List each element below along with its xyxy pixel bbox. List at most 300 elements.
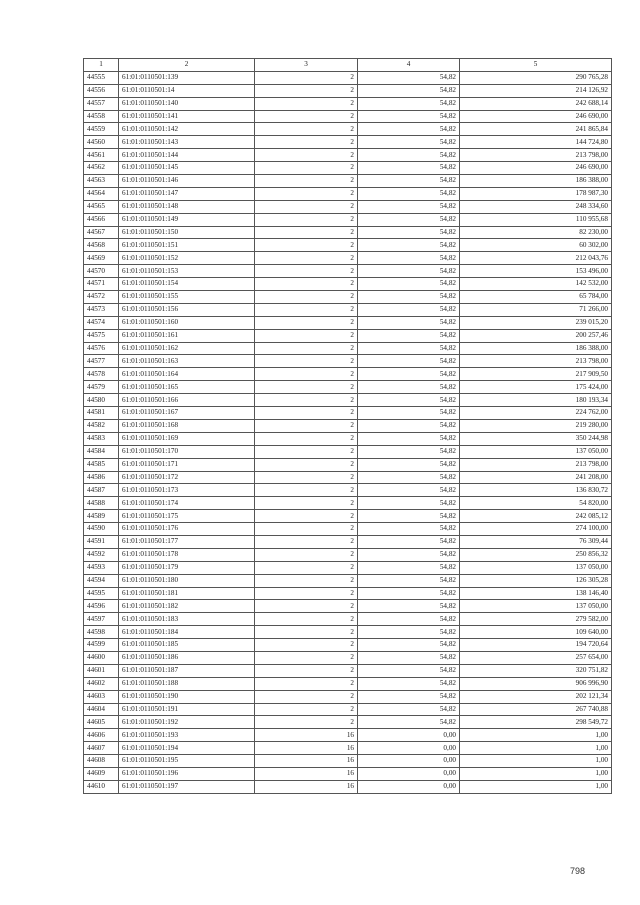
row-number-cell: 44595 (84, 587, 119, 600)
area-cell: 54,82 (358, 535, 460, 548)
code-cell: 2 (255, 239, 358, 252)
area-cell: 0,00 (358, 742, 460, 755)
row-number-cell: 44580 (84, 394, 119, 407)
value-cell: 1,00 (460, 780, 612, 793)
value-cell: 1,00 (460, 742, 612, 755)
code-cell: 2 (255, 252, 358, 265)
value-cell: 1,00 (460, 729, 612, 742)
table-row (84, 574, 612, 587)
table-row (84, 600, 612, 613)
value-cell: 248 334,60 (460, 200, 612, 213)
area-cell: 54,82 (358, 600, 460, 613)
code-cell: 16 (255, 742, 358, 755)
code-cell: 2 (255, 355, 358, 368)
code-cell: 2 (255, 200, 358, 213)
header-row (84, 59, 612, 72)
cadastral-number-cell: 61:01:0110501:140 (119, 97, 255, 110)
value-cell: 219 280,00 (460, 419, 612, 432)
cadastral-number-cell: 61:01:0110501:181 (119, 587, 255, 600)
code-cell: 2 (255, 329, 358, 342)
cadastral-number-cell: 61:01:0110501:144 (119, 149, 255, 162)
value-cell: 290 765,28 (460, 71, 612, 84)
row-number-cell: 44566 (84, 213, 119, 226)
cadastral-number-cell: 61:01:0110501:176 (119, 523, 255, 536)
value-cell: 1,00 (460, 755, 612, 768)
code-cell: 2 (255, 71, 358, 84)
table-row (84, 613, 612, 626)
table-row (84, 755, 612, 768)
row-number-cell: 44593 (84, 561, 119, 574)
value-cell: 350 244,98 (460, 432, 612, 445)
table-row (84, 445, 612, 458)
cadastral-number-cell: 61:01:0110501:190 (119, 690, 255, 703)
area-cell: 54,82 (358, 432, 460, 445)
column-header-2: 2 (119, 59, 255, 72)
cadastral-number-cell: 61:01:0110501:145 (119, 162, 255, 175)
code-cell: 2 (255, 510, 358, 523)
table-row (84, 703, 612, 716)
row-number-cell: 44592 (84, 548, 119, 561)
table-row (84, 742, 612, 755)
value-cell: 279 582,00 (460, 613, 612, 626)
area-cell: 54,82 (358, 690, 460, 703)
area-cell: 54,82 (358, 226, 460, 239)
table-row (84, 162, 612, 175)
row-number-cell: 44610 (84, 780, 119, 793)
cadastral-number-cell: 61:01:0110501:162 (119, 342, 255, 355)
row-number-cell: 44559 (84, 123, 119, 136)
code-cell: 2 (255, 316, 358, 329)
row-number-cell: 44562 (84, 162, 119, 175)
value-cell: 241 208,00 (460, 471, 612, 484)
table-header (84, 59, 612, 72)
value-cell: 217 909,50 (460, 368, 612, 381)
cadastral-number-cell: 61:01:0110501:149 (119, 213, 255, 226)
cadastral-number-cell: 61:01:0110501:170 (119, 445, 255, 458)
table-row (84, 97, 612, 110)
row-number-cell: 44579 (84, 381, 119, 394)
cadastral-number-cell: 61:01:0110501:182 (119, 600, 255, 613)
code-cell: 2 (255, 471, 358, 484)
cadastral-number-cell: 61:01:0110501:143 (119, 136, 255, 149)
code-cell: 2 (255, 497, 358, 510)
code-cell: 2 (255, 407, 358, 420)
table-row (84, 677, 612, 690)
value-cell: 175 424,00 (460, 381, 612, 394)
code-cell: 2 (255, 419, 358, 432)
code-cell: 2 (255, 213, 358, 226)
table-row (84, 561, 612, 574)
area-cell: 54,82 (358, 716, 460, 729)
value-cell: 267 740,88 (460, 703, 612, 716)
row-number-cell: 44606 (84, 729, 119, 742)
area-cell: 54,82 (358, 381, 460, 394)
value-cell: 137 050,00 (460, 445, 612, 458)
row-number-cell: 44596 (84, 600, 119, 613)
cadastral-number-cell: 61:01:0110501:148 (119, 200, 255, 213)
cadastral-number-cell: 61:01:0110501:195 (119, 755, 255, 768)
area-cell: 54,82 (358, 394, 460, 407)
value-cell: 200 257,46 (460, 329, 612, 342)
code-cell: 2 (255, 432, 358, 445)
cadastral-number-cell: 61:01:0110501:193 (119, 729, 255, 742)
area-cell: 54,82 (358, 626, 460, 639)
area-cell: 54,82 (358, 303, 460, 316)
row-number-cell: 44575 (84, 329, 119, 342)
page-number: 798 (569, 866, 585, 876)
code-cell: 2 (255, 703, 358, 716)
code-cell: 2 (255, 162, 358, 175)
table-row (84, 497, 612, 510)
area-cell: 54,82 (358, 664, 460, 677)
cadastral-number-cell: 61:01:0110501:177 (119, 535, 255, 548)
table-row (84, 458, 612, 471)
value-cell: 126 305,28 (460, 574, 612, 587)
row-number-cell: 44570 (84, 265, 119, 278)
area-cell: 54,82 (358, 561, 460, 574)
table-row (84, 213, 612, 226)
table-row (84, 780, 612, 793)
table-row (84, 329, 612, 342)
code-cell: 2 (255, 303, 358, 316)
cadastral-number-cell: 61:01:0110501:152 (119, 252, 255, 265)
area-cell: 54,82 (358, 175, 460, 188)
table-row (84, 394, 612, 407)
value-cell: 82 230,00 (460, 226, 612, 239)
code-cell: 2 (255, 600, 358, 613)
table-row (84, 587, 612, 600)
code-cell: 2 (255, 175, 358, 188)
row-number-cell: 44558 (84, 110, 119, 123)
area-cell: 54,82 (358, 136, 460, 149)
cadastral-number-cell: 61:01:0110501:164 (119, 368, 255, 381)
table-row (84, 71, 612, 84)
table-row (84, 651, 612, 664)
row-number-cell: 44594 (84, 574, 119, 587)
value-cell: 136 830,72 (460, 484, 612, 497)
value-cell: 241 865,84 (460, 123, 612, 136)
code-cell: 2 (255, 523, 358, 536)
code-cell: 2 (255, 639, 358, 652)
code-cell: 2 (255, 677, 358, 690)
value-cell: 213 798,00 (460, 355, 612, 368)
code-cell: 16 (255, 767, 358, 780)
value-cell: 71 266,00 (460, 303, 612, 316)
area-cell: 54,82 (358, 123, 460, 136)
value-cell: 298 549,72 (460, 716, 612, 729)
area-cell: 54,82 (358, 677, 460, 690)
value-cell: 137 050,00 (460, 561, 612, 574)
column-header-3: 3 (255, 59, 358, 72)
area-cell: 54,82 (358, 71, 460, 84)
cadastral-number-cell: 61:01:0110501:163 (119, 355, 255, 368)
table-row (84, 368, 612, 381)
code-cell: 2 (255, 561, 358, 574)
value-cell: 202 121,34 (460, 690, 612, 703)
value-cell: 212 043,76 (460, 252, 612, 265)
table-row (84, 200, 612, 213)
value-cell: 178 987,30 (460, 187, 612, 200)
row-number-cell: 44602 (84, 677, 119, 690)
value-cell: 138 146,40 (460, 587, 612, 600)
cadastral-number-cell: 61:01:0110501:175 (119, 510, 255, 523)
value-cell: 65 784,00 (460, 291, 612, 304)
table-row (84, 407, 612, 420)
cadastral-number-cell: 61:01:0110501:165 (119, 381, 255, 394)
row-number-cell: 44609 (84, 767, 119, 780)
value-cell: 242 085,12 (460, 510, 612, 523)
area-cell: 0,00 (358, 780, 460, 793)
table-row (84, 419, 612, 432)
table-row (84, 432, 612, 445)
row-number-cell: 44598 (84, 626, 119, 639)
code-cell: 2 (255, 84, 358, 97)
cadastral-number-cell: 61:01:0110501:169 (119, 432, 255, 445)
row-number-cell: 44605 (84, 716, 119, 729)
row-number-cell: 44591 (84, 535, 119, 548)
area-cell: 0,00 (358, 767, 460, 780)
row-number-cell: 44586 (84, 471, 119, 484)
row-number-cell: 44569 (84, 252, 119, 265)
area-cell: 54,82 (358, 97, 460, 110)
value-cell: 214 126,92 (460, 84, 612, 97)
cadastral-number-cell: 61:01:0110501:146 (119, 175, 255, 188)
row-number-cell: 44600 (84, 651, 119, 664)
cadastral-number-cell: 61:01:0110501:196 (119, 767, 255, 780)
cadastral-number-cell: 61:01:0110501:187 (119, 664, 255, 677)
row-number-cell: 44603 (84, 690, 119, 703)
cadastral-number-cell: 61:01:0110501:173 (119, 484, 255, 497)
table-row (84, 239, 612, 252)
cadastral-number-cell: 61:01:0110501:166 (119, 394, 255, 407)
area-cell: 54,82 (358, 355, 460, 368)
row-number-cell: 44574 (84, 316, 119, 329)
value-cell: 76 309,44 (460, 535, 612, 548)
code-cell: 2 (255, 626, 358, 639)
value-cell: 242 688,14 (460, 97, 612, 110)
cadastral-number-cell: 61:01:0110501:151 (119, 239, 255, 252)
value-cell: 239 015,20 (460, 316, 612, 329)
cadastral-number-cell: 61:01:0110501:184 (119, 626, 255, 639)
code-cell: 2 (255, 613, 358, 626)
row-number-cell: 44578 (84, 368, 119, 381)
row-number-cell: 44601 (84, 664, 119, 677)
cadastral-number-cell: 61:01:0110501:139 (119, 71, 255, 84)
table-row (84, 265, 612, 278)
area-cell: 54,82 (358, 419, 460, 432)
table-row (84, 548, 612, 561)
row-number-cell: 44557 (84, 97, 119, 110)
table-row (84, 690, 612, 703)
table-row (84, 767, 612, 780)
table-row (84, 381, 612, 394)
cadastral-number-cell: 61:01:0110501:14 (119, 84, 255, 97)
cadastral-number-cell: 61:01:0110501:153 (119, 265, 255, 278)
row-number-cell: 44565 (84, 200, 119, 213)
area-cell: 0,00 (358, 729, 460, 742)
code-cell: 2 (255, 690, 358, 703)
cadastral-number-cell: 61:01:0110501:160 (119, 316, 255, 329)
row-number-cell: 44607 (84, 742, 119, 755)
value-cell: 180 193,34 (460, 394, 612, 407)
table-row (84, 523, 612, 536)
area-cell: 0,00 (358, 755, 460, 768)
cadastral-number-cell: 61:01:0110501:197 (119, 780, 255, 793)
area-cell: 54,82 (358, 703, 460, 716)
row-number-cell: 44577 (84, 355, 119, 368)
table-row (84, 664, 612, 677)
code-cell: 2 (255, 368, 358, 381)
code-cell: 2 (255, 226, 358, 239)
area-cell: 54,82 (358, 149, 460, 162)
area-cell: 54,82 (358, 162, 460, 175)
table-body (84, 71, 612, 793)
value-cell: 274 100,00 (460, 523, 612, 536)
code-cell: 2 (255, 278, 358, 291)
value-cell: 246 690,00 (460, 110, 612, 123)
table-row (84, 175, 612, 188)
code-cell: 2 (255, 664, 358, 677)
value-cell: 142 532,00 (460, 278, 612, 291)
area-cell: 54,82 (358, 187, 460, 200)
cadastral-number-cell: 61:01:0110501:155 (119, 291, 255, 304)
value-cell: 109 640,00 (460, 626, 612, 639)
cadastral-number-cell: 61:01:0110501:168 (119, 419, 255, 432)
row-number-cell: 44564 (84, 187, 119, 200)
value-cell: 213 798,00 (460, 458, 612, 471)
cadastral-number-cell: 61:01:0110501:185 (119, 639, 255, 652)
area-cell: 54,82 (358, 497, 460, 510)
code-cell: 2 (255, 110, 358, 123)
row-number-cell: 44583 (84, 432, 119, 445)
value-cell: 1,00 (460, 767, 612, 780)
cadastral-number-cell: 61:01:0110501:141 (119, 110, 255, 123)
value-cell: 320 751,82 (460, 664, 612, 677)
cadastral-number-cell: 61:01:0110501:186 (119, 651, 255, 664)
table-row (84, 729, 612, 742)
area-cell: 54,82 (358, 200, 460, 213)
value-cell: 186 388,00 (460, 175, 612, 188)
table-row (84, 316, 612, 329)
code-cell: 2 (255, 265, 358, 278)
row-number-cell: 44560 (84, 136, 119, 149)
row-number-cell: 44582 (84, 419, 119, 432)
row-number-cell: 44597 (84, 613, 119, 626)
table-row (84, 149, 612, 162)
cadastral-number-cell: 61:01:0110501:161 (119, 329, 255, 342)
area-cell: 54,82 (358, 484, 460, 497)
row-number-cell: 44608 (84, 755, 119, 768)
area-cell: 54,82 (358, 84, 460, 97)
area-cell: 54,82 (358, 548, 460, 561)
cadastral-number-cell: 61:01:0110501:167 (119, 407, 255, 420)
code-cell: 2 (255, 574, 358, 587)
code-cell: 2 (255, 651, 358, 664)
area-cell: 54,82 (358, 458, 460, 471)
table-row (84, 226, 612, 239)
area-cell: 54,82 (358, 651, 460, 664)
area-cell: 54,82 (358, 329, 460, 342)
value-cell: 153 496,00 (460, 265, 612, 278)
cadastral-number-cell: 61:01:0110501:156 (119, 303, 255, 316)
row-number-cell: 44604 (84, 703, 119, 716)
code-cell: 2 (255, 342, 358, 355)
value-cell: 60 302,00 (460, 239, 612, 252)
cadastral-number-cell: 61:01:0110501:194 (119, 742, 255, 755)
table-row (84, 535, 612, 548)
cadastral-number-cell: 61:01:0110501:150 (119, 226, 255, 239)
area-cell: 54,82 (358, 587, 460, 600)
value-cell: 194 720,64 (460, 639, 612, 652)
table-row (84, 484, 612, 497)
cadastral-number-cell: 61:01:0110501:180 (119, 574, 255, 587)
row-number-cell: 44572 (84, 291, 119, 304)
table-row (84, 136, 612, 149)
cadastral-number-cell: 61:01:0110501:183 (119, 613, 255, 626)
area-cell: 54,82 (358, 574, 460, 587)
table-row (84, 110, 612, 123)
row-number-cell: 44588 (84, 497, 119, 510)
table-row (84, 252, 612, 265)
row-number-cell: 44576 (84, 342, 119, 355)
code-cell: 2 (255, 123, 358, 136)
table-row (84, 291, 612, 304)
table-row (84, 84, 612, 97)
table-row (84, 626, 612, 639)
area-cell: 54,82 (358, 291, 460, 304)
row-number-cell: 44571 (84, 278, 119, 291)
value-cell: 54 820,00 (460, 497, 612, 510)
code-cell: 2 (255, 136, 358, 149)
row-number-cell: 44599 (84, 639, 119, 652)
area-cell: 54,82 (358, 445, 460, 458)
row-number-cell: 44585 (84, 458, 119, 471)
area-cell: 54,82 (358, 613, 460, 626)
table-row (84, 639, 612, 652)
row-number-cell: 44584 (84, 445, 119, 458)
cadastral-number-cell: 61:01:0110501:191 (119, 703, 255, 716)
cadastral-number-cell: 61:01:0110501:154 (119, 278, 255, 291)
value-cell: 137 050,00 (460, 600, 612, 613)
code-cell: 2 (255, 149, 358, 162)
row-number-cell: 44568 (84, 239, 119, 252)
code-cell: 2 (255, 394, 358, 407)
cadastral-number-cell: 61:01:0110501:179 (119, 561, 255, 574)
row-number-cell: 44561 (84, 149, 119, 162)
row-number-cell: 44555 (84, 71, 119, 84)
cadastral-number-cell: 61:01:0110501:188 (119, 677, 255, 690)
code-cell: 2 (255, 587, 358, 600)
row-number-cell: 44567 (84, 226, 119, 239)
code-cell: 2 (255, 548, 358, 561)
column-header-1: 1 (84, 59, 119, 72)
area-cell: 54,82 (358, 265, 460, 278)
value-cell: 250 856,32 (460, 548, 612, 561)
column-header-4: 4 (358, 59, 460, 72)
code-cell: 2 (255, 458, 358, 471)
table-row (84, 355, 612, 368)
cadastral-number-cell: 61:01:0110501:192 (119, 716, 255, 729)
row-number-cell: 44587 (84, 484, 119, 497)
row-number-cell: 44581 (84, 407, 119, 420)
value-cell: 213 798,00 (460, 149, 612, 162)
code-cell: 16 (255, 755, 358, 768)
area-cell: 54,82 (358, 639, 460, 652)
value-cell: 110 955,68 (460, 213, 612, 226)
row-number-cell: 44573 (84, 303, 119, 316)
area-cell: 54,82 (358, 316, 460, 329)
value-cell: 257 654,00 (460, 651, 612, 664)
